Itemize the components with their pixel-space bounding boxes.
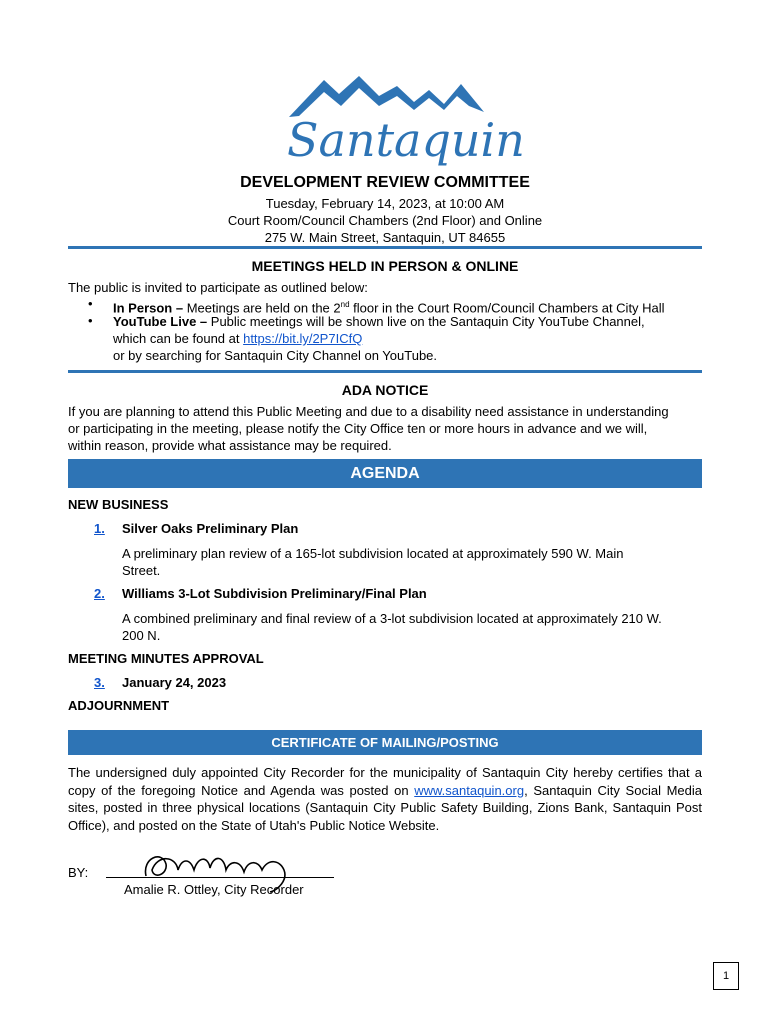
meeting-address: 275 W. Main Street, Santaquin, UT 84655 bbox=[264, 230, 506, 245]
santaquin-logo bbox=[279, 72, 525, 172]
page-number: 1 bbox=[713, 962, 739, 990]
minutes-label: MEETING MINUTES APPROVAL bbox=[68, 651, 264, 666]
in-person-item: In Person – Meetings are held on the 2nd floor in the Court Room/Council Chambers at City Hall bbox=[113, 300, 665, 316]
agenda-item-1-link[interactable]: 1. bbox=[94, 521, 105, 536]
agenda-item-1-desc: A preliminary plan review of a 165-lot subdivision located at approximately 590 W. Main Street. bbox=[122, 546, 624, 578]
meeting-location: Court Room/Council Chambers (2nd Floor) and Online bbox=[227, 213, 543, 228]
in-person-label: In Person – bbox=[113, 300, 184, 316]
by-label: BY: bbox=[68, 865, 89, 880]
adjournment-label: ADJOURNMENT bbox=[68, 698, 170, 713]
youtube-item: YouTube Live – Public meetings will be shown live on the Santaquin City YouTube Channel, which can be found at https://bit.ly/2P7ICfQ or by searching for Santaquin City Channel on YouTube. bbox=[113, 314, 645, 363]
website-link[interactable]: www.santaquin.org bbox=[414, 782, 525, 798]
agenda-banner: AGENDA bbox=[68, 459, 702, 488]
logo-wordmark: Santaquin bbox=[287, 113, 525, 167]
agenda-item-3-title: January 24, 2023 bbox=[122, 675, 227, 690]
page-title: DEVELOPMENT REVIEW COMMITTEE bbox=[240, 174, 530, 191]
divider bbox=[68, 370, 702, 373]
divider bbox=[68, 246, 702, 249]
certificate-banner: CERTIFICATE OF MAILING/POSTING bbox=[68, 730, 702, 755]
bullet-icon: • bbox=[88, 296, 93, 311]
agenda-item-2-title: Williams 3-Lot Subdivision Preliminary/Final Plan bbox=[122, 586, 427, 601]
certificate-text: The undersigned duly appointed City Recorder for the municipality of Santaquin City hereby certifies that a copy of the foregoing Notice and Agenda was posted on www.santaquin.org, Santaquin City Social Media sites, posted in three physical locations (Santaquin City Public Safety Building, Zions Bank, Santaquin Post Office), and posted on the State of Utah's Public Notice Website. bbox=[68, 765, 703, 833]
agenda-item-2-desc: A combined preliminary and final review of a 3-lot subdivision located at approximately 210 W. 200 N. bbox=[122, 611, 662, 643]
bullet-icon: • bbox=[88, 313, 93, 328]
meetings-intro: The public is invited to participate as outlined below: bbox=[68, 280, 368, 295]
agenda-item-1-title: Silver Oaks Preliminary Plan bbox=[122, 521, 299, 536]
signature-line bbox=[106, 877, 334, 878]
ada-heading: ADA NOTICE bbox=[341, 382, 429, 398]
signer-name: Amalie R. Ottley, City Recorder bbox=[124, 882, 304, 897]
agenda-item-3-link[interactable]: 3. bbox=[94, 675, 105, 690]
new-business-label: NEW BUSINESS bbox=[68, 497, 169, 512]
meeting-date: Tuesday, February 14, 2023, at 10:00 AM bbox=[265, 196, 505, 211]
meetings-heading: MEETINGS HELD IN PERSON & ONLINE bbox=[251, 258, 519, 274]
ada-notice: If you are planning to attend this Public Meeting and due to a disability need assistance in understanding or participating in the meeting, please notify the City Office ten or more hours in advance and we will, within reason, provide what assistance may be required. bbox=[68, 404, 669, 453]
youtube-link[interactable]: https://bit.ly/2P7ICfQ bbox=[243, 331, 363, 346]
agenda-item-2-link[interactable]: 2. bbox=[94, 586, 105, 601]
youtube-label: YouTube Live – bbox=[113, 314, 208, 329]
